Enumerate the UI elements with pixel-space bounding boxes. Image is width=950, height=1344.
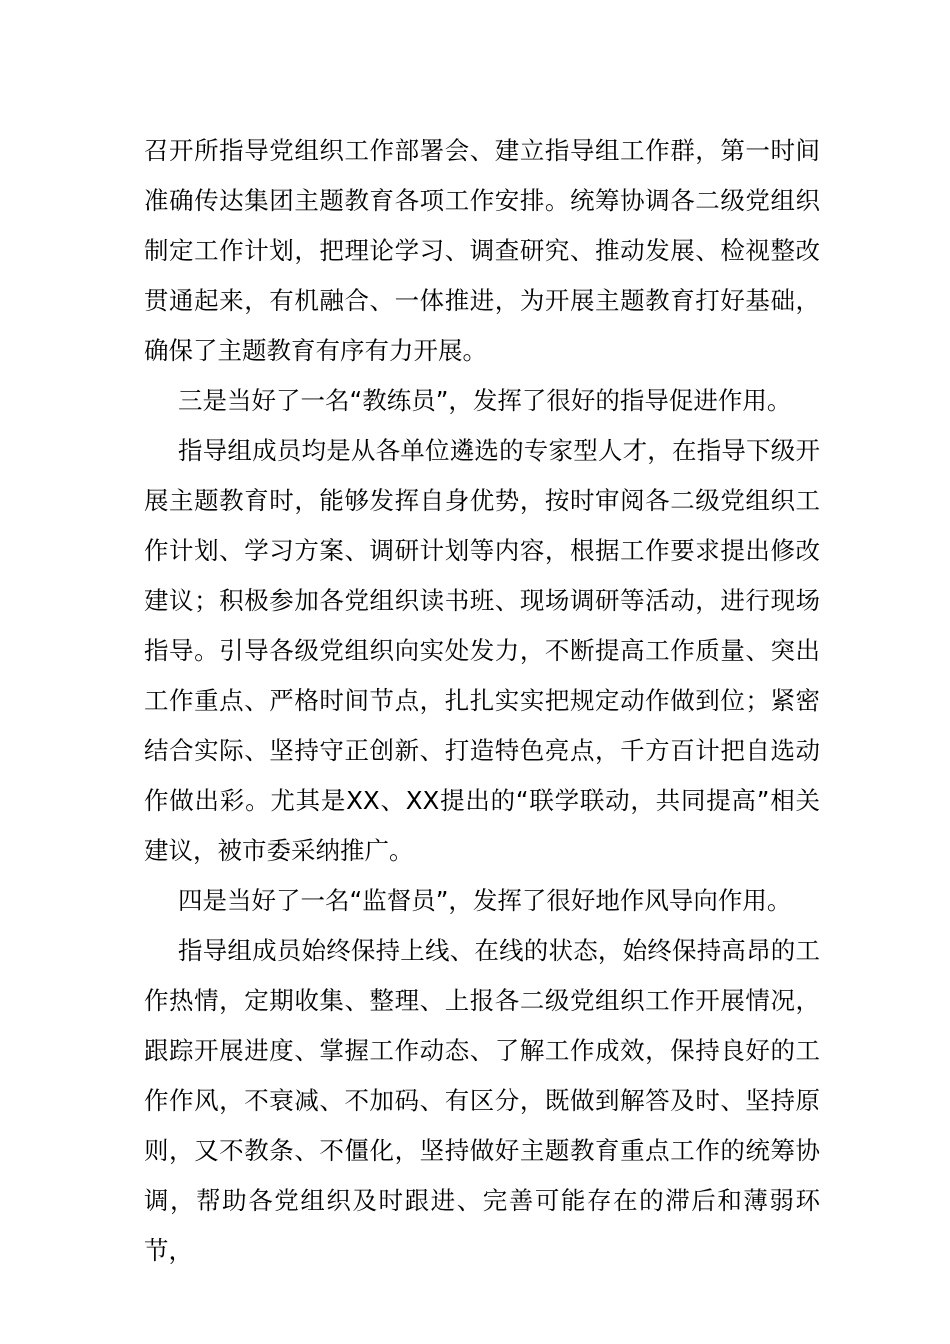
paragraph-supervisor-details: 指导组成员始终保持上线、在线的状态，始终保持高昂的工作热情，定期收集、整理、上报各二级党组织工作开展情况，跟踪开展进度、掌握工作动态、了解工作成效，保持良好的工作作风，不衰减、不加码、有区分，既做到解答及时、坚持原则，又不教条、不僵化，坚持做好主题教育重点工作的统筹协调，帮助各党组织及时跟进、完善可能存在的滞后和薄弱环节， [144,936,820,1265]
heading-supervisor-role: 四是当好了一名“监督员”，发挥了很好地作风导向作用。 [178,886,792,915]
heading-coach-role: 三是当好了一名“教练员”，发挥了很好的指导促进作用。 [178,386,792,415]
paragraph-intro-continuation: 召开所指导党组织工作部署会、建立指导组工作群，第一时间准确传达集团主题教育各项工作安排。统筹协调各二级党组织制定工作计划，把理论学习、调查研究、推动发展、检视整改贯通起来，有机融合、一体推进，为开展主题教育打好基础，确保了主题教育有序有力开展。 [144,136,820,365]
paragraph-coach-details: 指导组成员均是从各单位遴选的专家型人才，在指导下级开展主题教育时，能够发挥自身优势，按时审阅各二级党组织工作计划、学习方案、调研计划等内容，根据工作要求提出修改建议；积极参加各党组织读书班、现场调研等活动，进行现场指导。引导各级党组织向实处发力，不断提高工作质量、突出工作重点、严格时间节点，扎扎实实把规定动作做到位；紧密结合实际、坚持守正创新、打造特色亮点，千方百计把自选动作做出彩。尤其是XX、XX提出的“联学联动，共同提高”相关建议，被市委采纳推广。 [144,436,820,865]
document-body [144,126,820,1276]
